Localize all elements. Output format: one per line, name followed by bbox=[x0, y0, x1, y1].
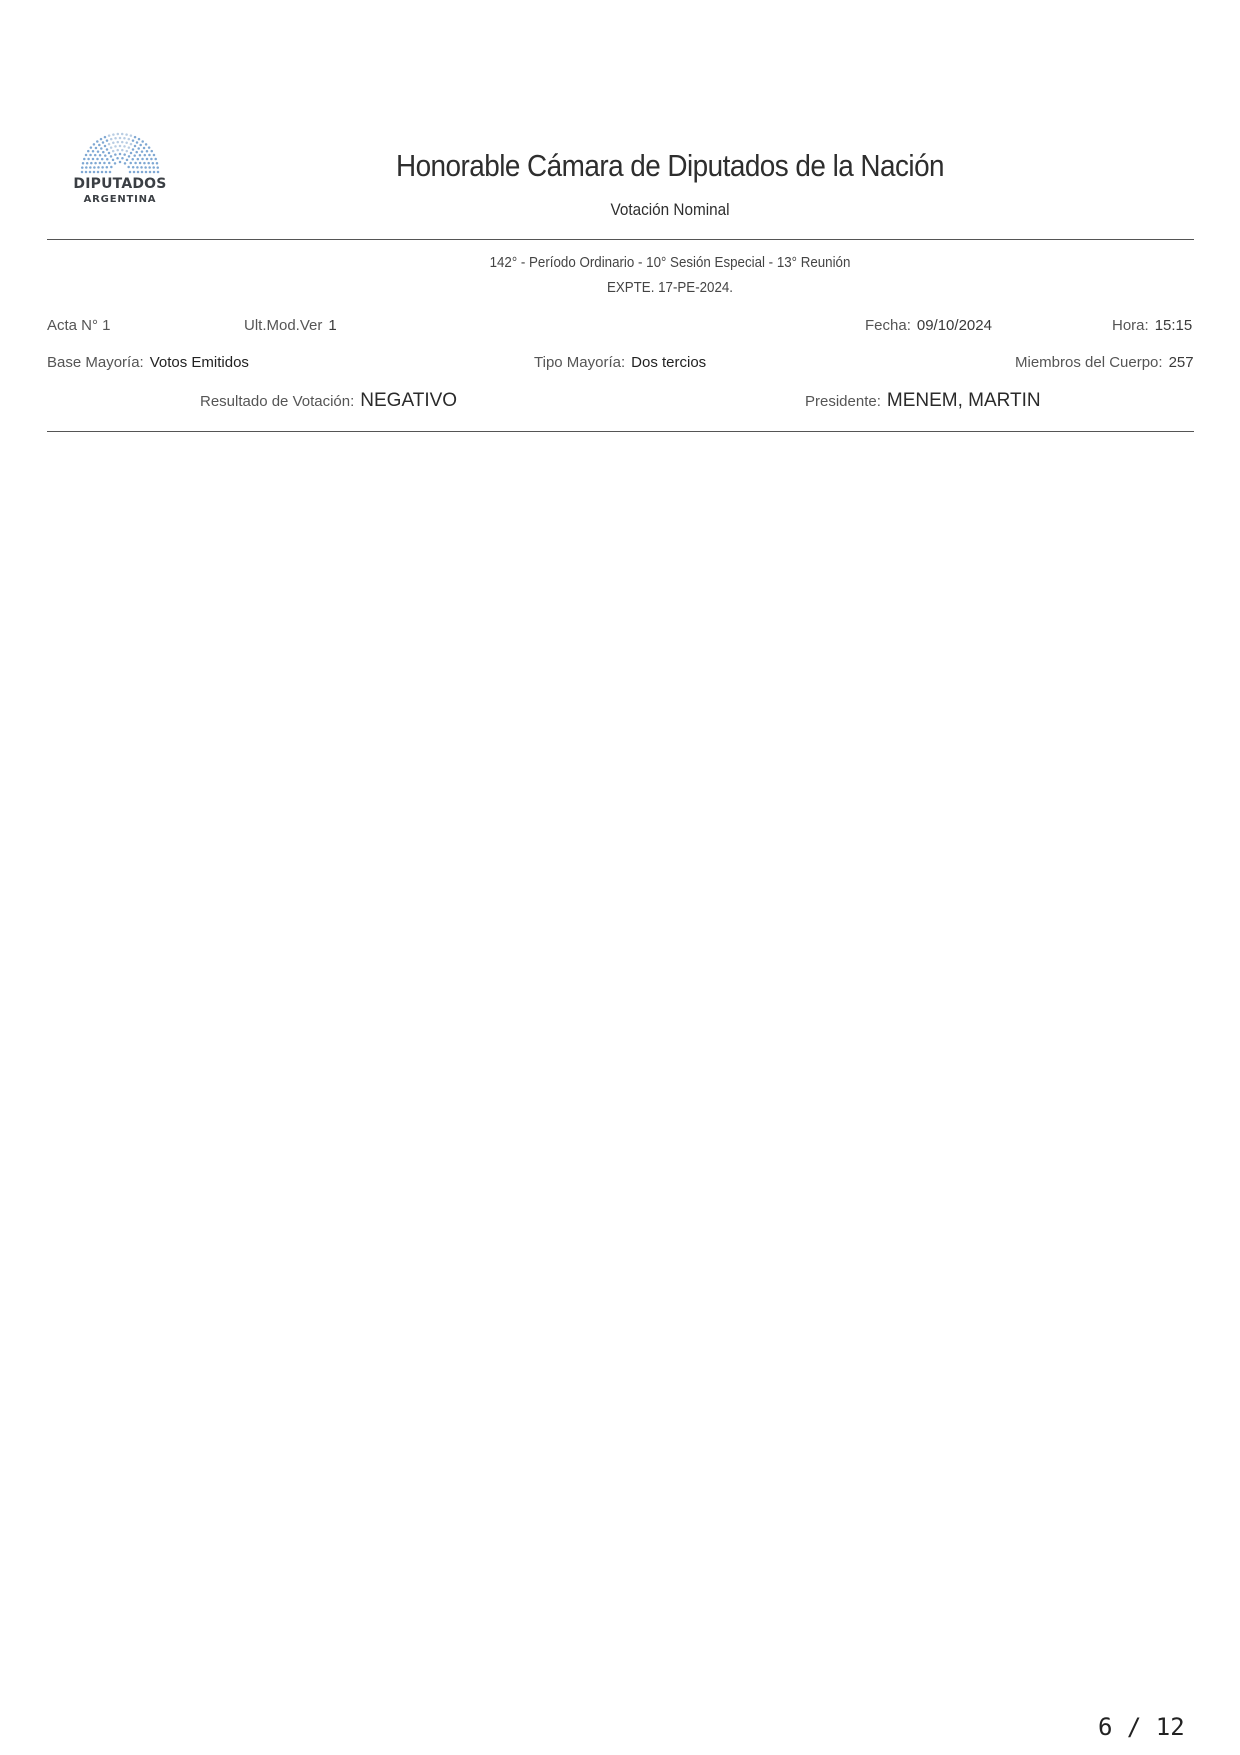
seat-dot bbox=[101, 158, 104, 161]
miembros-field bbox=[1015, 354, 1194, 372]
seat-dot bbox=[128, 155, 131, 158]
seat-dot bbox=[96, 158, 99, 161]
seat-dot bbox=[104, 145, 107, 148]
resultado-field bbox=[200, 392, 457, 411]
hora-field bbox=[1112, 317, 1192, 335]
seat-dot bbox=[145, 171, 148, 174]
seat-dot bbox=[108, 162, 111, 165]
seat-dot bbox=[102, 151, 105, 154]
resultado-value: NEGATIVO bbox=[360, 390, 458, 411]
seat-dot bbox=[110, 166, 113, 169]
seat-dot bbox=[85, 154, 88, 157]
presidente-field bbox=[805, 392, 1041, 411]
seat-dot bbox=[96, 140, 99, 143]
seat-dot bbox=[109, 171, 112, 174]
seat-dot bbox=[153, 171, 156, 174]
seat-dot bbox=[93, 143, 96, 146]
seat-dot bbox=[152, 166, 155, 169]
fecha-field bbox=[865, 317, 992, 335]
presidente-value: MENEM, MARTIN bbox=[886, 390, 1041, 411]
seat-dot bbox=[143, 147, 146, 149]
seat-dot bbox=[144, 166, 147, 169]
seat-dot bbox=[119, 137, 122, 140]
page-indicator: 6 / 12 bbox=[1098, 1713, 1185, 1741]
seat-dot bbox=[141, 171, 144, 174]
seat-dot bbox=[139, 162, 142, 165]
seat-dot bbox=[121, 133, 124, 136]
seat-dot bbox=[156, 162, 159, 164]
seat-dot bbox=[119, 153, 122, 156]
seat-dot bbox=[81, 166, 84, 169]
seat-dot bbox=[140, 166, 143, 169]
seat-dot bbox=[98, 144, 101, 147]
seat-dot bbox=[146, 158, 149, 161]
seat-dot bbox=[157, 171, 160, 174]
seat-dot bbox=[105, 171, 108, 174]
page-subtitle: Votación Nominal bbox=[610, 200, 730, 219]
seat-dot bbox=[135, 151, 138, 154]
seat-dot bbox=[136, 166, 139, 169]
seat-dot bbox=[101, 166, 104, 169]
presidente-label: Presidente: bbox=[805, 393, 881, 410]
seat-dot bbox=[130, 152, 133, 155]
seat-dot bbox=[89, 171, 92, 174]
seat-dot bbox=[99, 162, 102, 165]
ult-mod-label: Ult.Mod.Ver bbox=[244, 317, 323, 334]
seat-dot bbox=[82, 162, 85, 164]
fecha-value: 09/10/2024 bbox=[916, 317, 992, 334]
seat-dot bbox=[89, 166, 92, 169]
base-mayoria-value: Votos Emitidos bbox=[149, 354, 249, 371]
seat-dot bbox=[93, 166, 96, 169]
seat-dot bbox=[90, 146, 93, 149]
seat-dot bbox=[121, 157, 124, 160]
seat-dot bbox=[137, 147, 140, 150]
seat-dot bbox=[94, 154, 97, 157]
seat-dot bbox=[114, 137, 117, 140]
seat-dot bbox=[106, 139, 109, 142]
seat-dot bbox=[100, 147, 103, 150]
seat-dot bbox=[85, 171, 88, 174]
seat-dot bbox=[123, 137, 126, 140]
seat-dot bbox=[129, 171, 132, 174]
seat-dot bbox=[114, 153, 117, 156]
seat-dot bbox=[99, 154, 102, 157]
seat-dot bbox=[110, 138, 113, 141]
seat-dot bbox=[119, 145, 122, 148]
seat-dot bbox=[129, 162, 132, 165]
seat-dot bbox=[110, 146, 113, 149]
seat-dot bbox=[106, 148, 109, 151]
seat-dot bbox=[126, 150, 129, 153]
seat-dot bbox=[104, 154, 107, 157]
seat-dot bbox=[131, 158, 134, 161]
seat-dot bbox=[112, 159, 115, 162]
seat-dot bbox=[132, 148, 135, 151]
seat-dot bbox=[141, 140, 144, 143]
seat-dot bbox=[137, 171, 140, 174]
seat-dot bbox=[132, 139, 135, 142]
meta-divider bbox=[47, 431, 1194, 432]
seat-dot bbox=[141, 158, 144, 161]
hora-label: Hora: bbox=[1112, 317, 1149, 334]
seat-dot bbox=[139, 144, 142, 147]
seat-dot bbox=[93, 171, 96, 174]
seat-dot bbox=[87, 150, 90, 153]
miembros-label: Miembros del Cuerpo: bbox=[1015, 354, 1163, 371]
seat-dot bbox=[143, 162, 146, 165]
seat-dot bbox=[85, 166, 88, 169]
seat-dot bbox=[89, 154, 92, 157]
miembros-value: 257 bbox=[1168, 354, 1194, 371]
seat-dot bbox=[108, 134, 111, 137]
seat-dot bbox=[100, 138, 103, 141]
seat-dot bbox=[154, 158, 157, 161]
seat-dot bbox=[116, 157, 119, 160]
ult-mod-ver bbox=[244, 317, 337, 335]
seat-dot bbox=[114, 145, 117, 148]
seat-dot bbox=[116, 149, 119, 152]
resultado-label: Resultado de Votación: bbox=[200, 393, 355, 410]
seat-dot bbox=[134, 136, 137, 139]
seat-dot bbox=[83, 158, 86, 161]
seat-dot bbox=[87, 158, 90, 161]
seat-dot bbox=[97, 166, 100, 169]
logo-text-diputados: DIPUTADOS bbox=[73, 176, 167, 192]
seat-dot bbox=[153, 154, 156, 157]
seat-dot bbox=[92, 150, 95, 153]
seat-dot bbox=[132, 166, 135, 169]
seat-dot bbox=[97, 171, 100, 174]
seat-dot bbox=[94, 162, 97, 165]
hora-value: 15:15 bbox=[1154, 317, 1193, 334]
seat-dot bbox=[92, 158, 95, 161]
seat-dot bbox=[137, 158, 140, 161]
fecha-label: Fecha: bbox=[865, 317, 911, 334]
seat-dot bbox=[117, 133, 120, 136]
seat-dot bbox=[112, 142, 115, 145]
seat-dot bbox=[139, 154, 142, 157]
seat-dot bbox=[147, 162, 150, 165]
seat-dot bbox=[138, 138, 141, 141]
seat-dot bbox=[81, 171, 84, 174]
seat-dot bbox=[156, 166, 159, 169]
seat-dot bbox=[134, 162, 137, 165]
chamber-seats-icon bbox=[80, 132, 160, 178]
acta-number bbox=[47, 317, 111, 335]
seat-dot bbox=[97, 150, 100, 153]
seat-dot bbox=[127, 166, 130, 169]
seat-dot bbox=[136, 141, 139, 144]
seat-dot bbox=[150, 158, 153, 161]
seat-dot bbox=[106, 158, 109, 161]
session-info: 142° - Período Ordinario - 10° Sesión Especial - 13° Reunión bbox=[489, 255, 851, 271]
seat-dot bbox=[141, 150, 144, 153]
seat-dot bbox=[90, 162, 93, 165]
seat-dot bbox=[123, 153, 126, 156]
seat-dot bbox=[95, 147, 98, 149]
seat-dot bbox=[130, 134, 133, 137]
base-mayoria-label: Base Mayoría: bbox=[47, 354, 144, 371]
seat-dot bbox=[104, 136, 107, 139]
seat-dot bbox=[126, 159, 129, 162]
seat-dot bbox=[112, 133, 115, 136]
seat-dot bbox=[101, 171, 104, 174]
seat-dot bbox=[146, 150, 149, 153]
seat-dot bbox=[148, 154, 151, 157]
seat-dot bbox=[112, 150, 115, 153]
seat-dot bbox=[125, 142, 128, 145]
seat-dot bbox=[151, 150, 154, 153]
seat-dot bbox=[114, 162, 117, 165]
seat-dot bbox=[133, 154, 136, 157]
seat-dot bbox=[106, 166, 109, 169]
diputados-logo bbox=[66, 132, 174, 212]
seat-dot bbox=[152, 162, 155, 165]
seat-dot bbox=[121, 141, 124, 144]
seat-dot bbox=[134, 145, 137, 148]
seat-dot bbox=[117, 141, 120, 144]
tipo-mayoria-label: Tipo Mayoría: bbox=[534, 354, 626, 371]
header-divider bbox=[47, 239, 1194, 240]
seat-dot bbox=[110, 155, 113, 158]
seat-dot bbox=[102, 141, 105, 144]
seat-dot bbox=[103, 162, 106, 165]
seat-dot bbox=[86, 162, 89, 165]
tipo-mayoria-value: Dos tercios bbox=[631, 354, 707, 371]
seat-dot bbox=[144, 154, 147, 157]
seat-dot bbox=[125, 133, 128, 136]
base-mayoria-field bbox=[47, 354, 249, 372]
logo-text-argentina: ARGENTINA bbox=[83, 194, 157, 205]
seat-dot bbox=[130, 143, 133, 146]
seat-dot bbox=[148, 166, 151, 169]
seat-dot bbox=[128, 138, 131, 141]
seat-dot bbox=[148, 146, 151, 149]
acta-label: Acta N° 1 bbox=[47, 317, 111, 334]
seat-dot bbox=[128, 146, 131, 149]
seat-dot bbox=[119, 161, 122, 164]
seat-dot bbox=[145, 143, 148, 146]
seat-dot bbox=[124, 162, 127, 165]
seat-dot bbox=[149, 171, 152, 174]
tipo-mayoria-field bbox=[534, 354, 706, 372]
seat-dot bbox=[123, 145, 126, 148]
seat-dot bbox=[133, 171, 136, 174]
page-title: Honorable Cámara de Diputados de la Nación bbox=[395, 148, 945, 183]
seat-dot bbox=[121, 149, 124, 152]
seat-dot bbox=[108, 152, 111, 155]
expediente-number: EXPTE. 17-PE-2024. bbox=[606, 280, 734, 296]
ult-mod-value: 1 bbox=[328, 317, 337, 334]
seat-dot bbox=[108, 143, 111, 146]
